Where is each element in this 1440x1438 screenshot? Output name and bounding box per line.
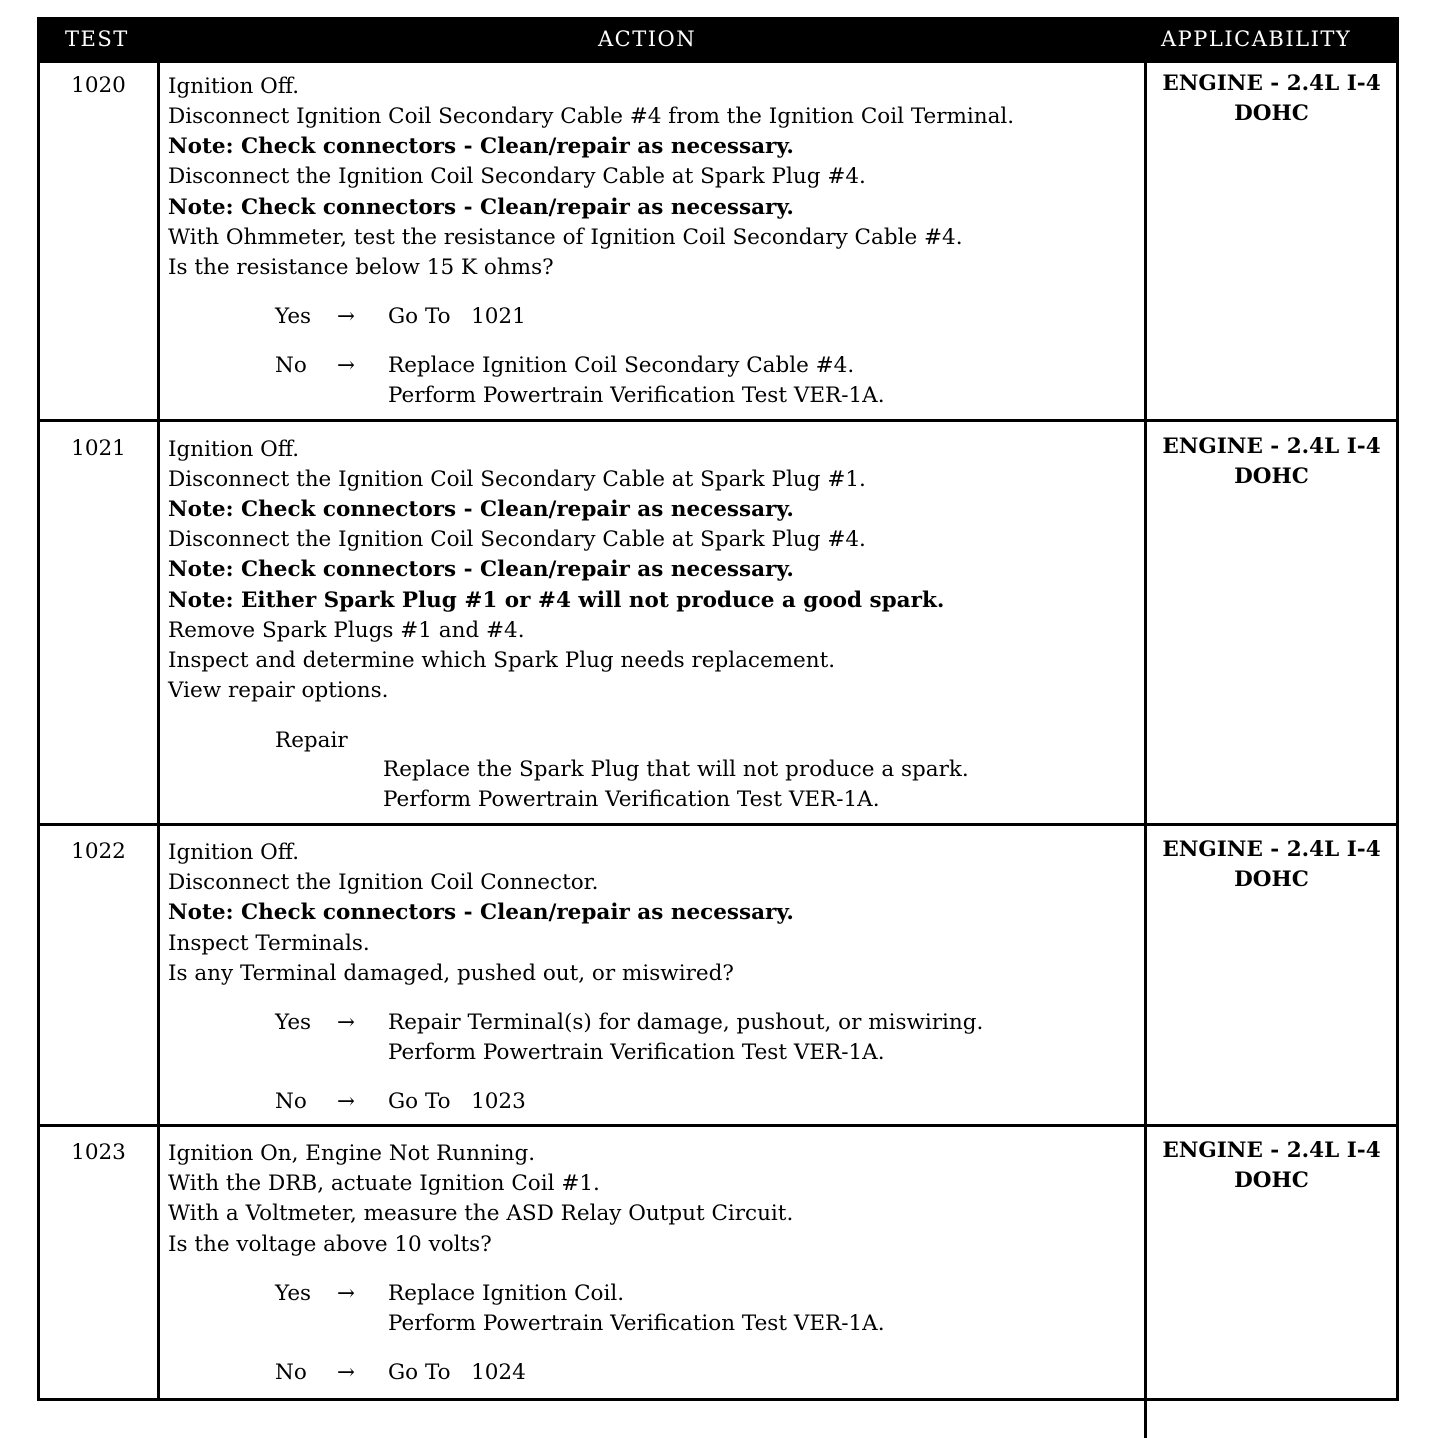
step-text: Ignition On, Engine Not Running. bbox=[168, 1141, 536, 1166]
note-text: Note: Either Spark Plug #1 or #4 will not produce a good spark. bbox=[168, 588, 945, 613]
step-text: Remove Spark Plugs #1 and #4. bbox=[168, 618, 525, 643]
step-text: View repair options. bbox=[168, 678, 389, 703]
row-divider bbox=[40, 60, 1396, 63]
arrow-icon: → bbox=[337, 1010, 356, 1035]
step-text: Ignition Off. bbox=[168, 437, 300, 462]
yes-action: Perform Powertrain Verification Test VER-1A. bbox=[388, 1311, 885, 1336]
arrow-icon: → bbox=[337, 304, 356, 329]
no-action: Go To 1024 bbox=[388, 1360, 526, 1385]
yes-label: Yes bbox=[275, 304, 312, 329]
applicability-variant: DOHC bbox=[1234, 101, 1309, 126]
no-label: No bbox=[275, 1360, 307, 1385]
step-text: Disconnect the Ignition Coil Secondary Cable at Spark Plug #1. bbox=[168, 467, 866, 492]
header-applicability: APPLICABILITY bbox=[1161, 27, 1352, 51]
step-text: With a Voltmeter, measure the ASD Relay Output Circuit. bbox=[168, 1201, 794, 1226]
no-label: No bbox=[275, 353, 307, 378]
note-text: Note: Check connectors - Clean/repair as necessary. bbox=[168, 900, 794, 925]
repair-action: Perform Powertrain Verification Test VER-1A. bbox=[383, 787, 880, 812]
test-number: 1021 bbox=[71, 436, 126, 461]
step-text: Ignition Off. bbox=[168, 74, 300, 99]
column-divider bbox=[157, 20, 160, 1398]
applicability-variant: DOHC bbox=[1234, 464, 1309, 489]
yes-label: Yes bbox=[275, 1281, 312, 1306]
note-text: Note: Check connectors - Clean/repair as necessary. bbox=[168, 134, 794, 159]
step-text: Disconnect the Ignition Coil Secondary Cable at Spark Plug #4. bbox=[168, 527, 866, 552]
no-action: Go To 1023 bbox=[388, 1089, 526, 1114]
arrow-icon: → bbox=[337, 1360, 356, 1385]
applicability-engine: ENGINE - 2.4L I-4 bbox=[1162, 837, 1381, 862]
applicability-engine: ENGINE - 2.4L I-4 bbox=[1162, 1138, 1381, 1163]
column-divider bbox=[1144, 60, 1147, 1438]
note-text: Note: Check connectors - Clean/repair as necessary. bbox=[168, 195, 794, 220]
step-text: Disconnect the Ignition Coil Secondary Cable at Spark Plug #4. bbox=[168, 164, 866, 189]
table-header bbox=[40, 20, 1396, 60]
note-text: Note: Check connectors - Clean/repair as necessary. bbox=[168, 557, 794, 582]
step-text: Ignition Off. bbox=[168, 840, 300, 865]
no-action: Replace Ignition Coil Secondary Cable #4. bbox=[388, 353, 855, 378]
applicability-engine: ENGINE - 2.4L I-4 bbox=[1162, 71, 1381, 96]
step-text: Inspect Terminals. bbox=[168, 931, 370, 956]
arrow-icon: → bbox=[337, 353, 356, 378]
question-text: Is the resistance below 15 K ohms? bbox=[168, 255, 554, 280]
test-number: 1022 bbox=[71, 839, 126, 864]
note-text: Note: Check connectors - Clean/repair as necessary. bbox=[168, 497, 794, 522]
yes-action: Perform Powertrain Verification Test VER-1A. bbox=[388, 1040, 885, 1065]
row-divider bbox=[40, 823, 1396, 826]
test-number: 1023 bbox=[71, 1140, 126, 1165]
row-divider bbox=[40, 419, 1396, 422]
step-text: With the DRB, actuate Ignition Coil #1. bbox=[168, 1171, 600, 1196]
question-text: Is any Terminal damaged, pushed out, or miswired? bbox=[168, 961, 734, 986]
step-text: Disconnect the Ignition Coil Connector. bbox=[168, 870, 599, 895]
yes-action: Repair Terminal(s) for damage, pushout, or miswiring. bbox=[388, 1010, 984, 1035]
yes-label: Yes bbox=[275, 1010, 312, 1035]
no-action: Perform Powertrain Verification Test VER-1A. bbox=[388, 383, 885, 408]
yes-action: Replace Ignition Coil. bbox=[388, 1281, 625, 1306]
step-text: Inspect and determine which Spark Plug needs replacement. bbox=[168, 648, 836, 673]
test-number: 1020 bbox=[71, 73, 126, 98]
arrow-icon: → bbox=[337, 1089, 356, 1114]
yes-action: Go To 1021 bbox=[388, 304, 526, 329]
step-text: With Ohmmeter, test the resistance of Ignition Coil Secondary Cable #4. bbox=[168, 225, 963, 250]
applicability-engine: ENGINE - 2.4L I-4 bbox=[1162, 434, 1381, 459]
header-action: ACTION bbox=[598, 27, 697, 51]
no-label: No bbox=[275, 1089, 307, 1114]
question-text: Is the voltage above 10 volts? bbox=[168, 1232, 492, 1257]
step-text: Disconnect Ignition Coil Secondary Cable #4 from the Ignition Coil Terminal. bbox=[168, 104, 1015, 129]
repair-label: Repair bbox=[275, 728, 348, 753]
applicability-variant: DOHC bbox=[1234, 867, 1309, 892]
header-test: TEST bbox=[65, 27, 129, 51]
applicability-variant: DOHC bbox=[1234, 1168, 1309, 1193]
row-divider bbox=[40, 1124, 1396, 1127]
arrow-icon: → bbox=[337, 1281, 356, 1306]
diagnostic-table bbox=[37, 17, 1399, 1401]
repair-action: Replace the Spark Plug that will not produce a spark. bbox=[383, 757, 969, 782]
